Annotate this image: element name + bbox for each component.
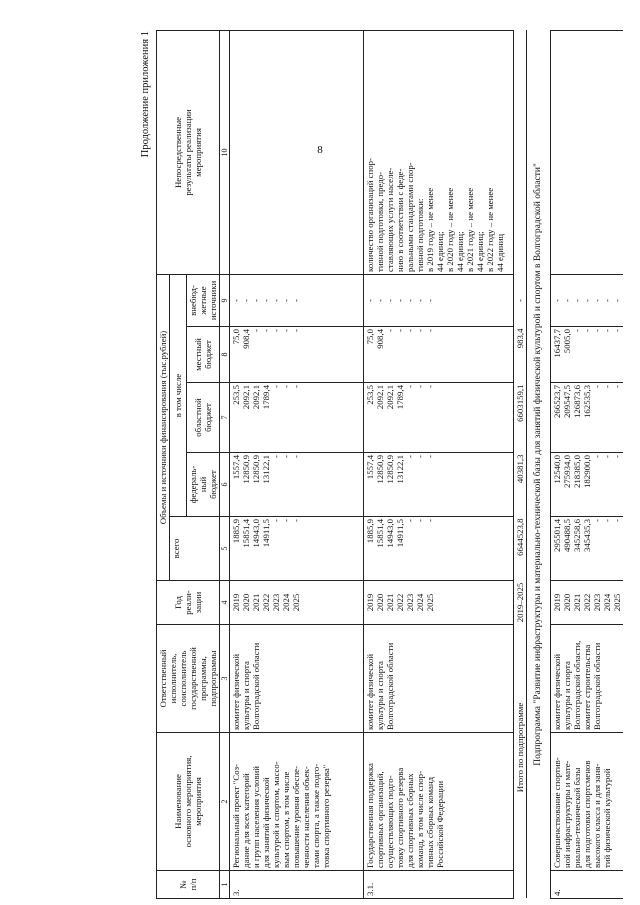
colnum-2: 2 (220, 733, 230, 871)
rotated-page-content (140, 31, 630, 899)
colnum-7: 7 (220, 383, 230, 453)
subprogram-title: Подпрограмма "Развитие инфраструктуры и материально-технической базы для занятий физической культурой и спортом в Волгоградской области" (527, 30, 551, 898)
header-extrabudget: внебюд- жетные источники (187, 274, 220, 326)
colnum-9: 9 (220, 274, 230, 326)
row3-total: 1885,9 15851,4 14943,0 14911,5 - - - (230, 517, 364, 581)
row3-num: 3. (230, 871, 364, 899)
row31-years: 2019 2020 2021 2022 2023 2024 2025 (364, 581, 514, 625)
row31-extrabudget: - - - - - - - (364, 274, 514, 326)
row4-local: 16437,7 5005,0 - - - - - (551, 327, 624, 383)
colnum-8: 8 (220, 327, 230, 383)
header-total: всего (170, 517, 220, 581)
row4-regional: 266523,7 209547,5 126873,6 162535,3 - - - (551, 383, 624, 453)
row31-results: количество организаций спор- тивной подготовки, предо- ставляющих услуги населе- нию в соответствии с феде- ральными стандартами спор- тивной подготовки: в 2019 году – не менее 44 единиц; в 2020 году – не менее 44 единиц; в 2021 году – не менее 44 единиц; в 2022 году – не менее 44 единиц (364, 30, 514, 274)
total-years: 2019–2025 (515, 582, 526, 623)
colnum-4: 4 (220, 581, 230, 625)
row3-extrabudget: - - - - - - - (230, 274, 364, 326)
colnum-10: 10 (220, 30, 230, 274)
total-regional: 6603159,1 (515, 384, 526, 422)
row4-years: 2019 2020 2021 2022 2023 2024 2025 (551, 581, 624, 625)
row4-extrabudget: - - - - - - - (551, 274, 624, 326)
row4-num: 4. (551, 871, 624, 899)
total-federal: 40381,3 (515, 454, 526, 484)
row4-name: Совершенствование спортив- ной инфраструктуры и мате- риально-технической базы для подготовки спортсменов высокого класса и для заня- тий физической культурой (551, 733, 624, 871)
row3-federal: 1557,4 12850,9 12850,9 13122,1 - - - (230, 453, 364, 517)
header-including: в том числе (170, 274, 187, 516)
header-local: местный бюджет (187, 327, 220, 383)
row4-total: 295501,4 490488,5 345258,6 345435,3 - - - (551, 517, 624, 581)
row31-federal: 1557,4 12850,9 12850,9 13122,1 - - - (364, 453, 514, 517)
colnum-5: 5 (220, 517, 230, 581)
total-local: 983,4 (515, 328, 526, 349)
row31-responsible: комитет физической культуры и спорта Волгоградской области (364, 625, 514, 733)
total-sum: 6644523,8 (515, 518, 526, 556)
row3-regional: 253,5 2092,1 2092,1 1789,4 - - - (230, 383, 364, 453)
header-responsible: Ответственный исполнитель, соисполнитель государственной программы, подпрограммы (157, 625, 220, 733)
table-row-3-1 (364, 30, 514, 898)
continuation-label: Продолжение приложения 1 (140, 31, 151, 158)
table-row-total (514, 30, 527, 898)
row31-total: 1885,9 15851,4 14943,0 14911,5 - - - (364, 517, 514, 581)
header-row-1 (157, 30, 170, 898)
colnum-1: 1 (220, 871, 230, 899)
table-row-3 (230, 30, 364, 898)
row3-name: Региональный проект "Соз- дание для всех категорий и групп населения условий для занятий физической культурой и спортом, массо- вым спортом, в том числе повышение уровня обеспе- ченности населения объек- тами спорта, а также подго- товка спортивного резерва" (230, 733, 364, 871)
row3-local: 75,0 908,4 - - - - - (230, 327, 364, 383)
row31-local: 75,0 908,4 - - - - - (364, 327, 514, 383)
header-federal: федераль- ный бюджет (187, 453, 220, 517)
table-row-4 (551, 30, 624, 898)
header-name: Наименование основного мероприятия, мероприятия (157, 733, 220, 871)
subprogram-heading-row (527, 30, 551, 898)
header-num: № п/п (157, 871, 220, 899)
row3-years: 2019 2020 2021 2022 2023 2024 2025 (230, 581, 364, 625)
page-number: 8 (317, 144, 323, 156)
column-numbers-row (220, 30, 230, 898)
row3-responsible: комитет физической культуры и спорта Волгоградской области (230, 625, 364, 733)
colnum-6: 6 (220, 453, 230, 517)
row31-num: 3.1. (364, 871, 514, 899)
header-year: Год реали- зации (157, 581, 220, 625)
subprogram-total-label: Итого по подпрограмме (515, 702, 526, 793)
row31-regional: 253,5 2092,1 2092,1 1789,4 - - - (364, 383, 514, 453)
row31-name: Государственная поддержка спортивных организаций, осуществляющих подго- товку спортивного резерва для спортивных сборных команд, в том числе спор- тивных сборных команд Российской Федерации (364, 733, 514, 871)
program-table (156, 30, 623, 899)
header-funding: Объемы и источники финансирования (тыс.рублей) (157, 274, 170, 580)
header-results: Непосредственные результаты реализации мероприятия (157, 30, 220, 274)
row3-results (230, 30, 364, 274)
row4-federal: 12540,0 275934,0 218385,0 182900,0 - - - (551, 453, 624, 517)
colnum-3: 3 (220, 625, 230, 733)
row4-results (551, 30, 624, 274)
total-extrabudget: - (515, 299, 526, 302)
row4-responsible: комитет физической культуры и спорта Волгоградской области, комитет строительства Волгоградской области (551, 625, 624, 733)
header-regional: областной бюджет (187, 383, 220, 453)
